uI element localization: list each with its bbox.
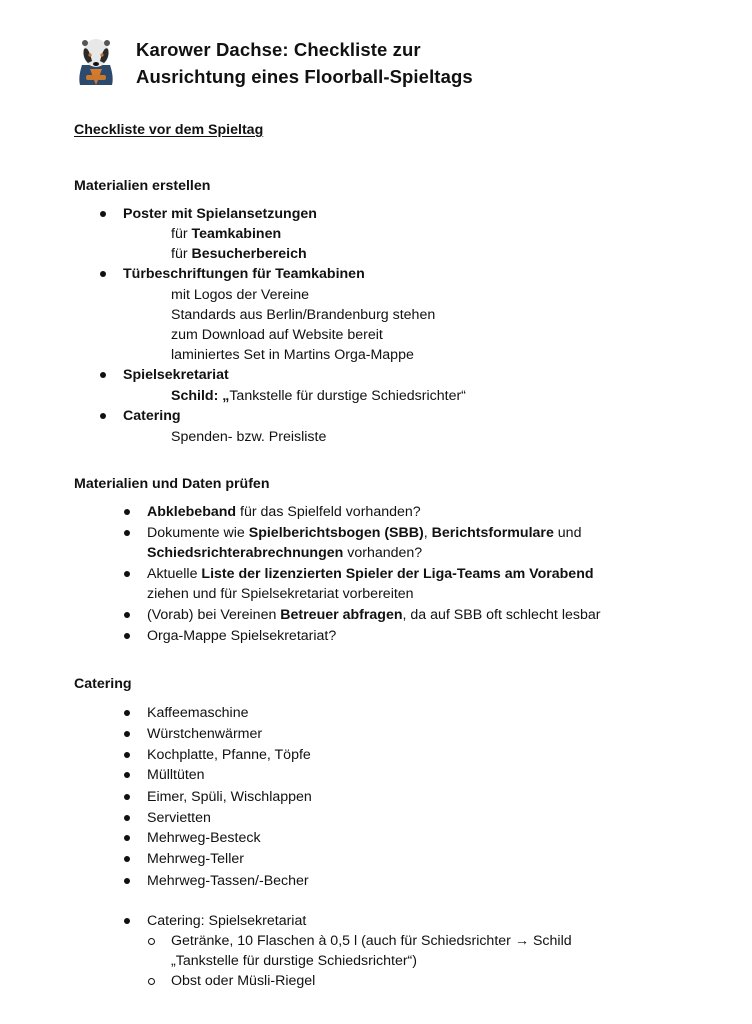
list-item: Servietten bbox=[147, 810, 211, 826]
heading-materials-check: Materialien und Daten prüfen bbox=[74, 476, 270, 492]
list-item-door-labels: Türbeschriftungen für Teamkabinen bbox=[123, 266, 365, 282]
list-item: Mehrweg-Teller bbox=[147, 851, 244, 867]
bullet-icon bbox=[124, 710, 130, 716]
list-subitem: mit Logos der Vereine bbox=[171, 287, 310, 303]
bullet-icon bbox=[124, 509, 130, 515]
list-subitem: für Teamkabinen bbox=[171, 226, 282, 242]
bullet-icon bbox=[124, 530, 130, 536]
bullet-icon bbox=[124, 815, 130, 821]
heading-materials-create: Materialien erstellen bbox=[74, 178, 211, 194]
bullet-icon bbox=[124, 571, 130, 577]
bullet-icon bbox=[124, 772, 130, 778]
bullet-icon bbox=[124, 633, 130, 639]
bullet-icon bbox=[100, 372, 106, 378]
bullet-icon bbox=[124, 835, 130, 841]
list-item: Abklebeband für das Spielfeld vorhanden? bbox=[147, 504, 421, 520]
circle-bullet-icon bbox=[148, 938, 155, 945]
list-subitem: Obst oder Müsli-Riegel bbox=[171, 973, 316, 989]
list-subitem: laminiertes Set in Martins Orga-Mappe bbox=[171, 347, 414, 363]
list-item-poster: Poster mit Spielansetzungen bbox=[123, 206, 317, 222]
list-item: Aktuelle Liste der lizenzierten Spieler der Liga-Teams am Vorabend bbox=[147, 566, 594, 582]
bullet-icon bbox=[124, 752, 130, 758]
title-line-2: Ausrichtung eines Floorball-Spieltags bbox=[136, 66, 473, 87]
heading-catering: Catering bbox=[74, 676, 132, 692]
title-line-1: Karower Dachse: Checkliste zur bbox=[136, 39, 421, 60]
list-subitem-continued: „Tankstelle für durstige Schiedsrichter“) bbox=[171, 953, 418, 969]
bullet-icon bbox=[124, 856, 130, 862]
list-item: Catering: Spielsekretariat bbox=[147, 913, 307, 929]
list-subitem: Schild: „Tankstelle für durstige Schiedsrichter“ bbox=[171, 388, 466, 404]
section-heading-main: Checkliste vor dem Spieltag bbox=[74, 122, 264, 138]
list-item: Eimer, Spüli, Wischlappen bbox=[147, 789, 312, 805]
list-subitem: zum Download auf Website bereit bbox=[171, 327, 383, 343]
bullet-icon bbox=[124, 878, 130, 884]
bullet-icon bbox=[124, 612, 130, 618]
bullet-icon bbox=[100, 271, 106, 277]
list-item: (Vorab) bei Vereinen Betreuer abfragen, da auf SBB oft schlecht lesbar bbox=[147, 607, 601, 623]
page-title bbox=[136, 36, 473, 90]
list-subitem: Spenden- bzw. Preisliste bbox=[171, 429, 327, 445]
list-item: Kaffeemaschine bbox=[147, 705, 249, 721]
list-item: Würstchenwärmer bbox=[147, 726, 263, 742]
arrow-right-icon: → bbox=[514, 933, 530, 949]
list-item: Mehrweg-Tassen/-Becher bbox=[147, 873, 309, 889]
list-subitem: Standards aus Berlin/Brandenburg stehen bbox=[171, 307, 436, 323]
badger-logo-icon bbox=[70, 35, 122, 87]
list-item: Dokumente wie Spielberichtsbogen (SBB), Berichtsformulare und bbox=[147, 525, 582, 541]
bullet-icon bbox=[100, 413, 106, 419]
bullet-icon bbox=[100, 211, 106, 217]
list-item-continued: Schiedsrichterabrechnungen vorhanden? bbox=[147, 545, 423, 561]
list-item: Mehrweg-Besteck bbox=[147, 830, 261, 846]
bullet-icon bbox=[124, 794, 130, 800]
list-item: Kochplatte, Pfanne, Töpfe bbox=[147, 747, 311, 763]
list-item: Mülltüten bbox=[147, 767, 205, 783]
list-item-catering: Catering bbox=[123, 408, 181, 424]
list-item: Orga-Mappe Spielsekretariat? bbox=[147, 628, 337, 644]
bullet-icon bbox=[124, 731, 130, 737]
list-subitem: Getränke, 10 Flaschen à 0,5 l (auch für Schiedsrichter → Schild bbox=[171, 933, 572, 949]
circle-bullet-icon bbox=[148, 978, 155, 985]
list-item-continued: ziehen und für Spielsekretariat vorbereiten bbox=[147, 586, 414, 602]
bullet-icon bbox=[124, 918, 130, 924]
list-item-secretariat: Spielsekretariat bbox=[123, 367, 229, 383]
list-subitem: für Besucherbereich bbox=[171, 246, 307, 262]
